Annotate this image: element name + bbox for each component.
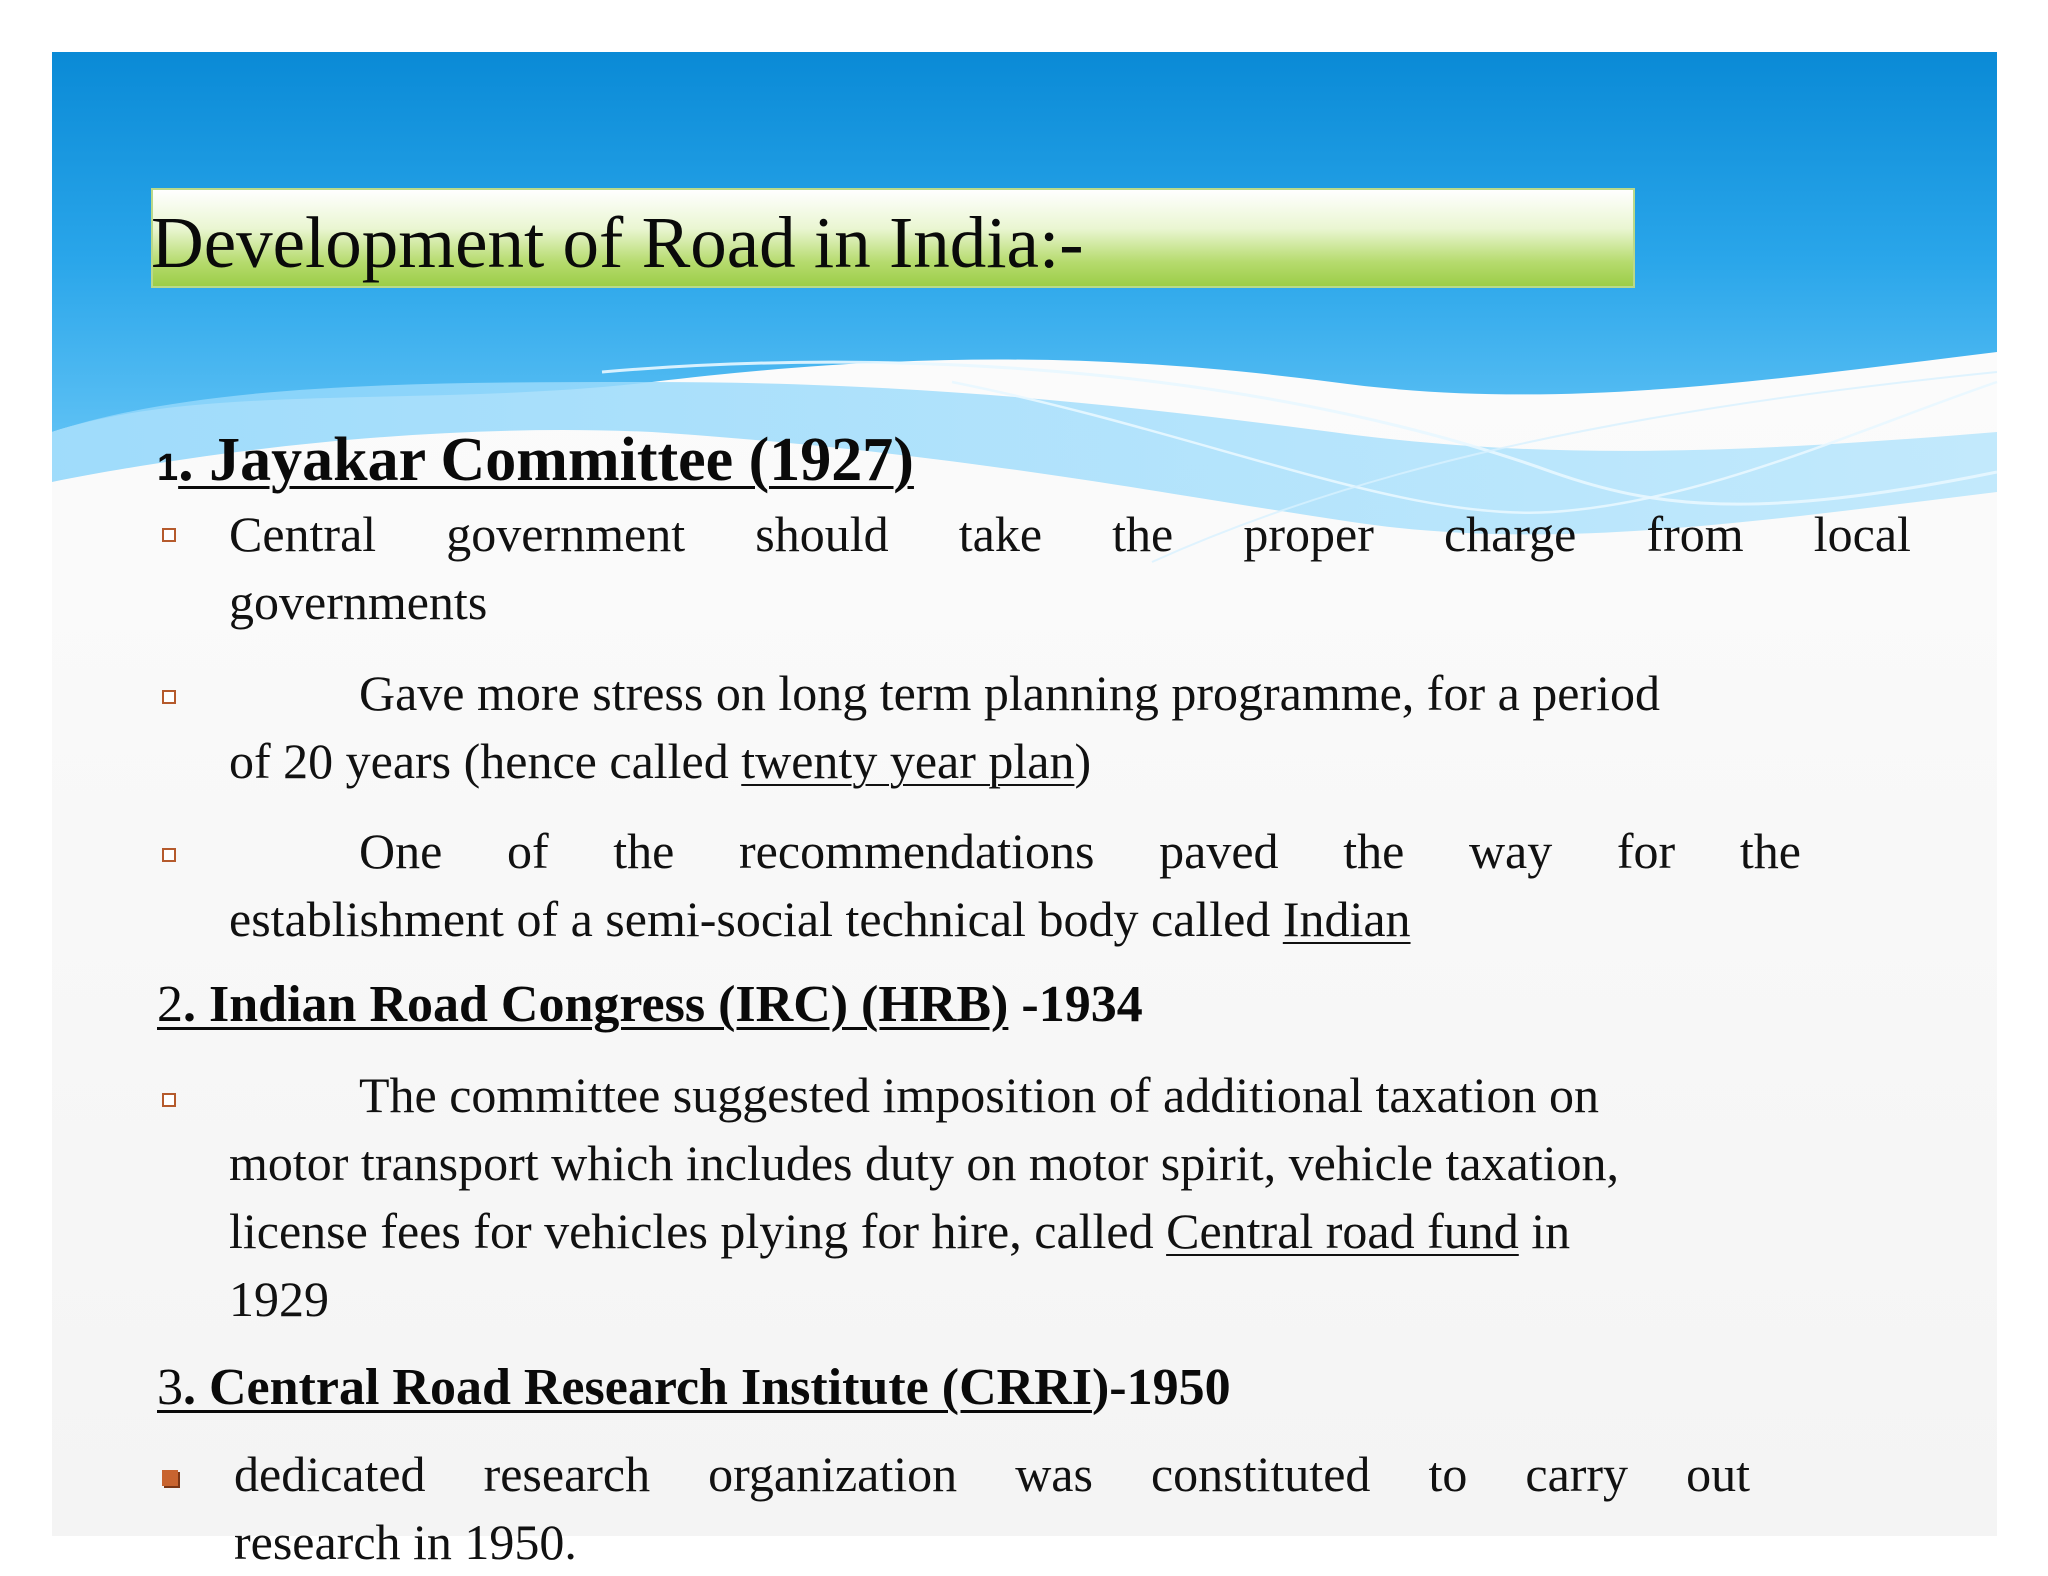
section-heading-1 — [157, 420, 914, 508]
bullet-marker-filled — [162, 1470, 178, 1486]
word: government — [446, 506, 686, 562]
section-title-text: . Central Road Research Institute (CRRI — [183, 1359, 1092, 1416]
text-line: research in 1950. — [234, 1514, 577, 1570]
word: research — [483, 1446, 651, 1502]
word: from — [1646, 506, 1744, 562]
text-run: ) — [1074, 733, 1092, 789]
bullet-paragraph — [229, 1061, 1929, 1333]
word: out — [1686, 1446, 1750, 1502]
section-number-1: 1 — [157, 447, 179, 489]
word: One — [359, 823, 443, 879]
bullet-marker — [162, 690, 176, 704]
underlined-term-indian: Indian — [1282, 891, 1411, 947]
word: to — [1428, 1446, 1468, 1502]
justified-line — [229, 500, 1911, 568]
section-number-2: 2 — [157, 976, 183, 1033]
text-run: of 20 years (hence called — [229, 733, 742, 789]
word: the — [1112, 506, 1174, 562]
word: organization — [708, 1446, 958, 1502]
bullet-paragraph — [229, 500, 1911, 636]
section-year-3: )-1950 — [1091, 1359, 1231, 1416]
underlined-term-twenty-year-plan: twenty year plan — [741, 733, 1075, 789]
section-title-2 — [157, 976, 1008, 1033]
bullet-marker — [162, 848, 176, 862]
word: recommendations — [739, 823, 1095, 879]
text-run: establishment of a semi-social technical body called — [229, 891, 1283, 947]
word: was — [1015, 1446, 1093, 1502]
word: the — [613, 823, 675, 879]
word: charge — [1443, 506, 1577, 562]
bullet-paragraph — [229, 659, 1929, 795]
section-year-2: -1934 — [1008, 976, 1143, 1033]
text-line: 1929 — [229, 1271, 329, 1327]
word: of — [506, 823, 549, 879]
word: paved — [1159, 823, 1279, 879]
slide-title: Development of Road in India:- — [151, 202, 1084, 283]
word: way — [1468, 823, 1553, 879]
word: the — [1739, 823, 1801, 879]
word: proper — [1243, 506, 1374, 562]
word: should — [755, 506, 889, 562]
justified-line — [229, 817, 1801, 885]
word: Central — [229, 506, 377, 562]
section-title-3 — [157, 1359, 1092, 1416]
text-line — [229, 1197, 1929, 1265]
section-title-text: . Indian Road Congress (IRC) (HRB) — [183, 976, 1009, 1033]
text-line: motor transport which includes duty on motor spirit, vehicle taxation, — [229, 1135, 1620, 1191]
text-run: license fees for vehicles plying for hire, called — [229, 1203, 1167, 1259]
word: the — [1343, 823, 1405, 879]
section-number-3: 3 — [157, 1359, 183, 1416]
word: take — [958, 506, 1043, 562]
word: for — [1616, 823, 1676, 879]
underlined-term-central-road-fund: Central road fund — [1166, 1203, 1519, 1259]
text-line — [229, 727, 1929, 795]
section-heading-3 — [157, 1355, 1231, 1421]
word: local — [1813, 506, 1911, 562]
text-run: in — [1518, 1203, 1571, 1259]
bullet-paragraph — [234, 1440, 1750, 1576]
section-heading-2 — [157, 972, 1143, 1038]
word: carry — [1525, 1446, 1629, 1502]
word: constituted — [1150, 1446, 1371, 1502]
bullet-marker — [162, 528, 176, 542]
text-line: Gave more stress on long term planning programme, for a period — [359, 665, 1661, 721]
section-title-1: . Jayakar Committee (1927) — [178, 426, 914, 494]
justified-line — [234, 1440, 1750, 1508]
bullet-paragraph — [229, 817, 1801, 953]
bullet-marker — [162, 1093, 176, 1107]
text-line: The committee suggested imposition of additional taxation on — [359, 1067, 1600, 1123]
text-line — [229, 885, 1801, 953]
word: dedicated — [234, 1446, 426, 1502]
text-line: governments — [229, 574, 488, 630]
